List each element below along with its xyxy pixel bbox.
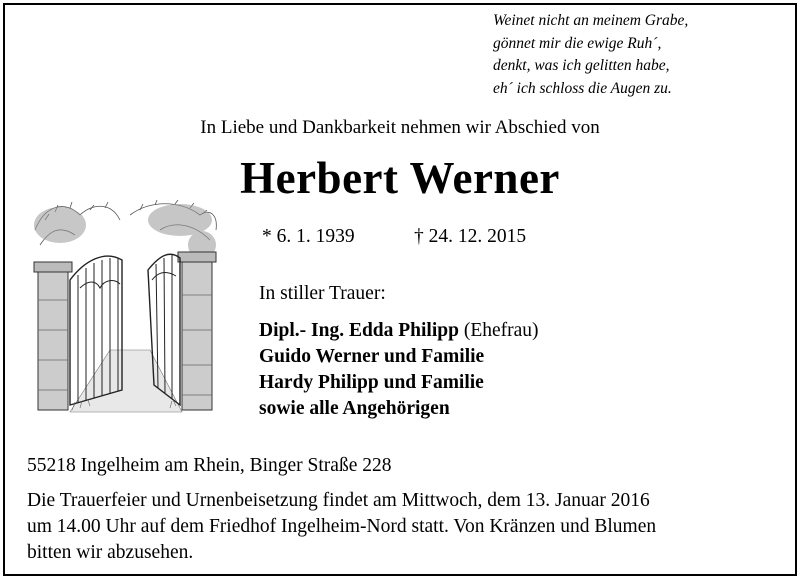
poem-line: Weinet nicht an meinem Grabe, [493, 12, 689, 29]
poem-line: eh´ ich schloss die Augen zu. [493, 79, 672, 97]
mourner-line: Hardy Philipp und Familie [259, 372, 484, 393]
notice-line: Die Trauerfeier und Urnenbeisetzung findet am Mittwoch, dem 13. Januar 2016 [27, 490, 650, 511]
garden-gate-illustration [30, 200, 220, 420]
poem-line: denkt, was ich gelitten habe, [493, 57, 670, 74]
mourner-name: Dipl.- Ing. Edda Philipp [259, 320, 459, 341]
mourner-line: sowie alle Angehörigen [259, 398, 450, 419]
mourner-relation: (Ehefrau) [458, 320, 539, 341]
birth-date: * 6. 1. 1939 [262, 226, 355, 247]
poem [493, 10, 688, 100]
mourners-list [259, 318, 539, 422]
poem-line: gönnet mir die ewige Ruh´, [493, 34, 662, 52]
mourning-label: In stiller Trauer: [259, 283, 386, 304]
notice-line: bitten wir abzusehen. [27, 542, 194, 563]
death-date: † 24. 12. 2015 [414, 226, 527, 247]
family-address: 55218 Ingelheim am Rhein, Binger Straße 228 [27, 455, 392, 476]
mourner-line: Guido Werner und Familie [259, 346, 485, 367]
farewell-intro: In Liebe und Dankbarkeit nehmen wir Abschied von [200, 117, 600, 138]
notice-line: um 14.00 Uhr auf dem Friedhof Ingelheim-Nord statt. Von Kränzen und Blumen [27, 516, 657, 537]
deceased-name: Herbert Werner [240, 153, 560, 203]
funeral-notice [27, 488, 787, 566]
mourner-line [259, 318, 539, 344]
